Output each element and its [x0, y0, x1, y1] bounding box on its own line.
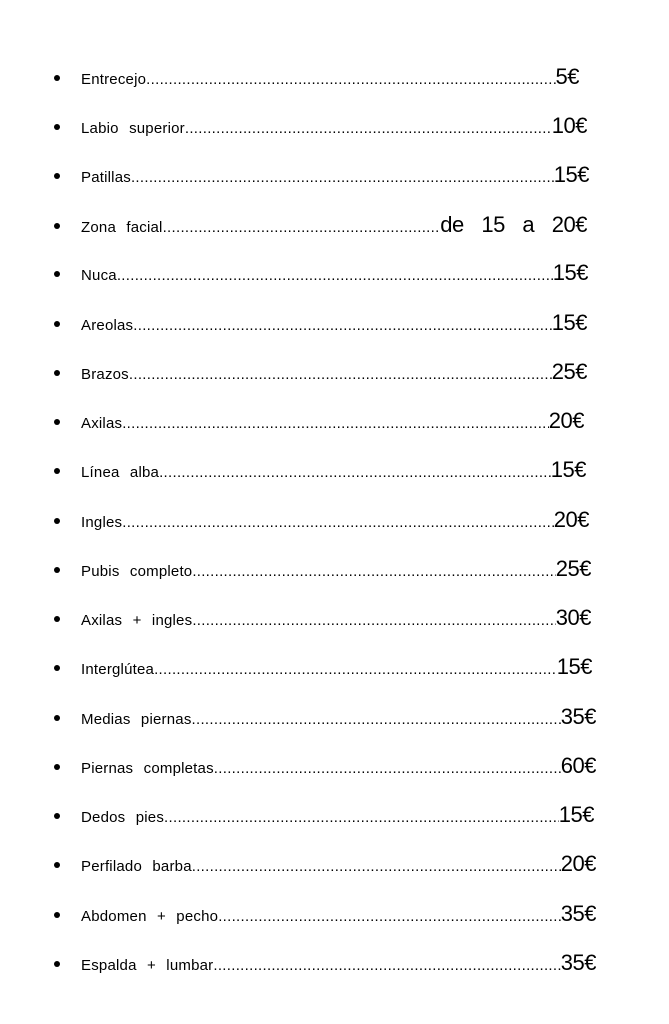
bullet-icon — [54, 616, 60, 622]
bullet-icon — [54, 665, 60, 671]
bullet-icon — [54, 173, 60, 179]
price-list-item — [0, 505, 669, 535]
price-list-item — [0, 899, 669, 929]
item-price: 15€ — [551, 310, 587, 335]
item-name: Medias piernas — [81, 711, 192, 728]
item-name: Axilas + ingles — [81, 612, 193, 629]
item-price: 60€ — [560, 753, 596, 778]
item-name: Areolas — [81, 317, 134, 334]
price-list-item — [0, 751, 669, 781]
item-name: Línea alba — [81, 464, 160, 481]
dot-leader — [146, 65, 555, 92]
item-price: 15€ — [556, 654, 592, 679]
item-price: 25€ — [551, 359, 587, 384]
item-name: Zona facial — [81, 219, 163, 236]
bullet-icon — [54, 518, 60, 524]
item-price: 25€ — [555, 556, 591, 581]
item-price: 15€ — [558, 802, 594, 827]
dot-leader — [159, 458, 551, 485]
price-list-item — [0, 210, 669, 240]
item-name: Abdomen + pecho — [81, 908, 219, 925]
item-price: 35€ — [560, 950, 596, 975]
item-name: Brazos — [81, 366, 129, 383]
bullet-icon — [54, 321, 60, 327]
dot-leader — [122, 409, 549, 436]
price-list-item — [0, 111, 669, 141]
dot-leader — [131, 163, 554, 190]
item-name: Perfilado barba — [81, 858, 192, 875]
item-name: Ingles — [81, 514, 123, 531]
item-name: Espalda + lumbar — [81, 957, 214, 974]
dot-leader — [133, 311, 552, 338]
item-name: Interglútea — [81, 661, 155, 678]
dot-leader — [163, 213, 441, 240]
price-list-item — [0, 308, 669, 338]
item-name: Entrecejo — [81, 71, 147, 88]
item-name: Patillas — [81, 169, 131, 186]
bullet-icon — [54, 271, 60, 277]
item-price: 15€ — [552, 260, 588, 285]
item-price: 20€ — [548, 408, 584, 433]
dot-leader — [197, 557, 556, 584]
item-name: Piernas completas — [81, 760, 214, 777]
bullet-icon — [54, 912, 60, 918]
bullet-icon — [54, 419, 60, 425]
item-price: 20€ — [553, 507, 589, 532]
bullet-icon — [54, 567, 60, 573]
dot-leader — [129, 360, 552, 387]
price-list-item — [0, 702, 669, 732]
bullet-icon — [54, 223, 60, 229]
item-price: 35€ — [560, 901, 596, 926]
price-list-item — [0, 652, 669, 682]
item-price: 15€ — [553, 162, 589, 187]
bullet-icon — [54, 370, 60, 376]
item-name: Dedos pies — [81, 809, 165, 826]
item-price: 30€ — [555, 605, 591, 630]
dot-leader — [122, 508, 554, 535]
item-name: Labio superior — [81, 120, 185, 137]
item-name: Nuca — [81, 267, 117, 284]
dot-leader — [192, 705, 561, 732]
bullet-icon — [54, 764, 60, 770]
bullet-icon — [54, 124, 60, 130]
dot-leader — [164, 803, 559, 830]
item-price: 5€ — [555, 64, 579, 89]
price-list-item — [0, 948, 669, 978]
item-name: Axilas — [81, 415, 123, 432]
bullet-icon — [54, 75, 60, 81]
price-list-item — [0, 357, 669, 387]
price-list-item — [0, 849, 669, 879]
bullet-icon — [54, 468, 60, 474]
dot-leader — [213, 951, 560, 978]
item-price: 35€ — [560, 704, 596, 729]
bullet-icon — [54, 961, 60, 967]
bullet-icon — [54, 813, 60, 819]
price-list-item — [0, 455, 669, 485]
bullet-icon — [54, 862, 60, 868]
price-list-item — [0, 554, 669, 584]
dot-leader — [185, 114, 552, 141]
dot-leader — [214, 754, 561, 781]
dot-leader — [192, 852, 561, 879]
dot-leader — [154, 655, 557, 682]
price-list-item — [0, 800, 669, 830]
price-list-item — [0, 406, 669, 436]
price-list-item — [0, 62, 669, 92]
item-price: 15€ — [550, 457, 586, 482]
price-list-item — [0, 603, 669, 633]
dot-leader — [218, 902, 561, 929]
item-price: 10€ — [551, 113, 587, 138]
item-name: Pubis completo. — [81, 563, 197, 580]
price-list-item — [0, 258, 669, 288]
price-list-item — [0, 160, 669, 190]
item-price: de 15 a 20€ — [440, 212, 587, 237]
dot-leader — [192, 606, 555, 633]
item-price: 20€ — [560, 851, 596, 876]
dot-leader — [117, 261, 553, 288]
bullet-icon — [54, 715, 60, 721]
